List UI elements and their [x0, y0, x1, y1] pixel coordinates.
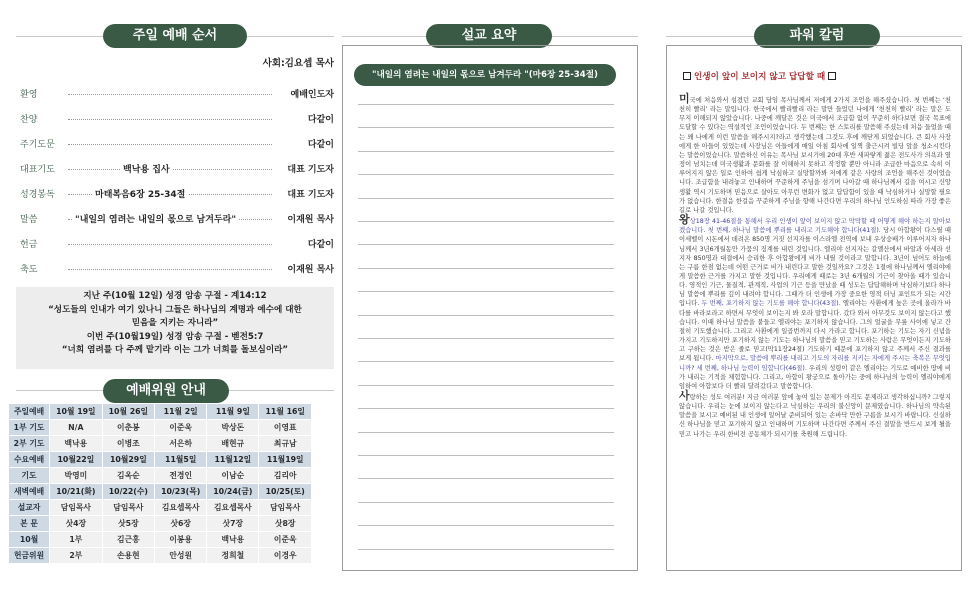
table-cell: 10/23(목)	[155, 484, 206, 499]
column-paragraph: 우리의 성령이 같은 엘리야는 기도로 예비한 땅에 비가 내리는 기적을 체험합니다. 그리고, 아합이 왕궁으로 돌아가는 중에 하나님의 능력이 엘리야에게 임하여 아합보다 더 빨리 달려갔다고 말씀합니다.	[679, 364, 952, 390]
table-cell: 박영미	[50, 468, 102, 483]
leader-dots	[68, 144, 272, 145]
order-leader: 다같이	[307, 140, 334, 150]
table-cell: 이남순	[207, 468, 258, 483]
table-cell: 서은하	[155, 436, 206, 451]
leader-dots	[68, 269, 272, 270]
table-cell: 김요셉목사	[207, 500, 258, 515]
note-line	[358, 244, 614, 245]
date-header: 11월 2일	[155, 404, 206, 419]
table-cell: 10/25(토)	[259, 484, 311, 499]
table-cell: 10/24(금)	[207, 484, 258, 499]
table-cell: 김근홍	[103, 532, 155, 547]
order-leader: 대표 기도자	[287, 190, 334, 200]
row-label: 새벽예배	[9, 484, 49, 499]
note-line	[358, 104, 614, 105]
order-row	[16, 162, 334, 176]
table-cell: 김리아	[259, 468, 311, 483]
note-line	[358, 127, 614, 128]
leader-dots	[68, 94, 272, 95]
power-column-title: 파워 칼럼	[754, 24, 880, 48]
order-row	[16, 112, 334, 126]
table-row	[9, 484, 311, 499]
last-week-verse-text: 믿음을 지키는 자니라”	[131, 318, 219, 329]
order-label: 대표기도	[20, 165, 55, 175]
date-header: 11월 9일	[207, 404, 258, 419]
drop-cap: 사	[679, 389, 690, 402]
order-label: 주기도문	[20, 140, 55, 150]
note-line	[358, 525, 614, 526]
order-leader: 이재원 목사	[287, 265, 334, 275]
table-cell: 11월12일	[207, 452, 258, 467]
column-paragraph: 당시 아합왕이 다스릴 때 이세벨이 시돈에서 데려온 850명 거짓 선지자를 이스라엘 전역에 보내 우상숭배가 이루어지자 하나님께서 3년6개월동안 가뭄의 징계를 내린 것입니다. 엘리야 선지자는 갈멜산에서 바알과 아세라 선지자 850명과 대결에서 승리한 후 아합왕에게 비가 내릴 것이라고 말합니다. 3년이 넘어도 하늘에는 구름 한점 없는데 어떤 근거로 비가 내린다고 말한 것일까요? 그것은 1절에 하나님께서 엘리야에게 말씀한 근거를 가지고 말한 것입니다. 우리에게 때로는 3년 6개월의 기근이 찾아올 때가 있습니다. 영적인 기근, 물질적, 관계적, 사업의 기근 등을 만났을 때 성도는 답답해하며 낙심하기보다 하나님 말씀에 뿌리를 깊이 내려야 합니다. 그때가 더 인생에 가장 중요한 영적 터닝 포인트가 되는 시간입니다.	[679, 227, 951, 308]
order-label: 찬양	[20, 115, 38, 125]
table-cell: 김요셉목사	[155, 500, 206, 515]
row-label: 헌금위원	[9, 548, 49, 563]
leader-dots	[68, 244, 272, 245]
sermon-summary-title: 설교 요약	[426, 24, 552, 48]
table-cell: 이경우	[259, 548, 311, 563]
table-cell: 이춘봉	[103, 420, 155, 435]
table-cell: 삿4장	[50, 516, 102, 531]
note-line	[358, 478, 614, 479]
order-detail: 마태복음6장 25-34절	[92, 187, 188, 200]
table-cell: 백낙용	[50, 436, 102, 451]
drop-cap: 미	[679, 92, 690, 105]
note-line	[358, 549, 614, 550]
table-cell: 삿8장	[259, 516, 311, 531]
order-label: 헌금	[20, 240, 38, 250]
table-cell: 삿7장	[207, 516, 258, 531]
sermon-title-banner: "내일의 염려는 내일의 몫으로 남겨두라 "(마6장 25-34절)	[354, 64, 616, 86]
table-cell: 이영표	[259, 420, 311, 435]
table-cell: 2부	[50, 548, 102, 563]
column-highlight: 두 번째, 포기하지 않는 기도를 해야 합니다(43절).	[701, 300, 841, 308]
note-line	[358, 432, 614, 433]
column-paragraph: 국에 처음와서 섬겼던 교회 담임 목사님께서 저에게 2가지 조언을 해주셨습니다. 첫 번째는 ‘천천히 빨리’ 라는 말입니다. 한국에서 빨리빨리 라는 말만 들었던 나에게 ‘천천히 빨리’ 라는 말은 도무지 이해되지 않았습니다. 나중에 깨달은 것은 미국에서 조급함 없이 꾸준히 하다보면 결국 목표에 도달할 수 있다는 역설적인 조언이었습니다. 두 번째는 한 스토리를 말씀해 주셨는데 처음 들었을 때는 왜 나에게 이런 말씀을 해주시지?라고 생각했는데 그것도 후에 깨닫게 되었습니다. 큰 회사 사장에게 한 아들이 있었는데 사장님은 아들에게 매일 아침 회사에 일찍 출근시켜 빌딩 앞을 청소시킨다는 말씀이었습니다. 말씀하신 이유는 목사님 보시기에 20대 후반 새파랗게 젊은 전도사가 의욕과 열정이 넘치는데 미국생활과 문화를 잘 이해하지 못하고 작정할 뿐만 아니라 조급한 마음으로 속히 이루어지지 않은 일로 인하여 쉽게 낙심하고 실망할까봐 저에게 같은 사랑의 조언을 해주신 것이었습니다. 조급함을 내려놓고 인내하며 꾸준하게 주님을 섬기며 나아갈 때 하나님께서 길을 여시고 신앙생활 역시 기도하며 믿음으로 살아도 아무런 변화가 없고 답답함이 있을 때 낙심하거나 실망할 필요가 없습니다. 한결음 한걸음 꾸준하게 주님을 향해 나간다면 우리의 하나님 인도하심 따라 가장 좋은 길로 나갈 것입니다.	[679, 97, 951, 214]
worship-order-title: 주일 예배 순서	[103, 24, 247, 48]
headline-text: 인생이 앞이 보이지 않고 답답할 때	[694, 72, 826, 82]
table-cell: 이봉용	[155, 532, 206, 547]
date-header: 10월 26일	[103, 404, 155, 419]
presider-label: 사회:김요셉 목사	[262, 58, 334, 69]
table-cell: 삿6장	[155, 516, 206, 531]
note-line	[358, 455, 614, 456]
table-cell: 박상돈	[207, 420, 258, 435]
last-week-verse-label: 지난 주(10월 12일) 성경 암송 구절 - 계14:12	[83, 291, 267, 301]
order-leader: 예배인도자	[290, 90, 334, 100]
column-paragraph: 랑하는 성도 여러분! 지금 여러분 앞에 놓여 있는 문제가 아직도 문제라고 생각하십니까? 그렇지 않습니다. 우리는 눈에 보이지 않는다고 낙심하는 우리의 불신앙이 문제였습니다. 하나님의 약속된 말씀을 보시고 예비된 내 인생에 일어날 준비되어 있는 손바닥 만한 구름을 보시기 바랍니다. 신실하신 하나님을 믿고 포기하지 않고 인내하며 기도하며 나간다면 주께서 주신 결말을 반드시 보게 될을 믿고 나가는 우리 한비전 공동체가 되시기를 축원해 드립니다.	[679, 394, 951, 438]
order-label: 축도	[20, 265, 38, 275]
table-cell: 배현규	[207, 436, 258, 451]
table-row	[9, 404, 311, 419]
row-label: 본 문	[9, 516, 49, 531]
drop-cap: 왕	[679, 213, 690, 227]
order-label: 환영	[20, 90, 38, 100]
note-line	[358, 268, 614, 269]
order-row	[16, 137, 334, 151]
order-leader: 대표 기도자	[287, 165, 334, 175]
table-cell: 11월5일	[155, 452, 206, 467]
table-row	[9, 500, 311, 515]
table-cell: 1부	[50, 532, 102, 547]
row-label: 기도	[9, 468, 49, 483]
table-cell: 이준욱	[155, 420, 206, 435]
note-line	[358, 315, 614, 316]
last-week-verse-text: “성도들의 인내가 여기 있나니 그들은 하나님의 계명과 예수에 대한	[48, 304, 302, 315]
note-line	[358, 151, 614, 152]
roster-table	[8, 403, 312, 564]
table-row	[9, 452, 311, 467]
table-cell: 11월19일	[259, 452, 311, 467]
leader-dots	[68, 119, 272, 120]
table-cell: 백낙용	[207, 532, 258, 547]
table-row	[9, 468, 311, 483]
table-cell: 담임목사	[259, 500, 311, 515]
order-detail: "내일의 염려는 내일의 몫으로 남겨두라"	[72, 212, 239, 225]
table-cell: 안성원	[155, 548, 206, 563]
table-cell: 전경인	[155, 468, 206, 483]
table-cell: 10월22일	[50, 452, 102, 467]
row-label: 1부 기도	[9, 420, 49, 435]
order-label: 성경봉독	[20, 190, 55, 200]
table-corner: 주일예배	[9, 404, 49, 419]
table-row	[9, 420, 311, 435]
order-leader: 다같이	[307, 240, 334, 250]
date-header: 10월 19일	[50, 404, 102, 419]
order-label: 말씀	[20, 215, 38, 225]
row-label: 설교자	[9, 500, 49, 515]
order-leader: 다같이	[307, 115, 334, 125]
note-line	[358, 198, 614, 199]
order-row	[16, 237, 334, 251]
row-label: 수요예배	[9, 452, 49, 467]
table-cell: 10월29일	[103, 452, 155, 467]
note-line	[358, 385, 614, 386]
note-line	[358, 408, 614, 409]
row-label: 2부 기도	[9, 436, 49, 451]
table-cell: 담임목사	[50, 500, 102, 515]
table-cell: 정희철	[207, 548, 258, 563]
column-paragraph: 엘리야는 사환에게 높은 곳에 올라가 바다를 바라보라고 하면서 무엇이 보이는지 봐 오라 말합니다. 갔다 와서 아무것도 보이지 않는다고 했습니다. 이때 하나님 말씀을 붙들고 엘리야는 포기하지 않습니다. 그의 얼굴을 무릎 사이에 넣고 간절히 기도했습니다. 그리고 사환에게 일곱번까지 다시 가라고 합니다. 포기하는 기도는 자기 신념을 가지고 기도하지만 포기하지 않는 기도는 하나님의 말씀을 믿고 기도하는 사람은 무엇이든지 기도하고 구하는 것은 받은 줄로 믿고(막11장24절) 기도하기 때문에 포기하지 않고 주께서 주신 결과를 보게 됩니다.	[679, 300, 951, 363]
note-line	[358, 338, 614, 339]
column-highlight: 상18장 41-46절을 통해서 우리 인생이 앞이 보이지 않고 막막할 때 어떻게 해야 하는지 알아보겠습니다. 첫 번째, 하나님 말씀에 뿌리를 내리고 기도해야 합니다(41절).	[679, 218, 951, 235]
table-cell: 10/21(화)	[50, 484, 102, 499]
table-row	[9, 548, 311, 563]
table-cell: 담임목사	[103, 500, 155, 515]
order-row	[16, 87, 334, 101]
sermon-notes-frame	[342, 45, 638, 571]
order-row	[16, 212, 334, 226]
note-line	[358, 361, 614, 362]
order-row	[16, 262, 334, 276]
table-row	[9, 516, 311, 531]
column-headline	[680, 70, 839, 82]
square-bullet-icon	[828, 72, 836, 80]
order-detail: 백낙용 집사	[120, 162, 173, 175]
table-row	[9, 532, 311, 547]
table-cell: 이병조	[103, 436, 155, 451]
table-cell: 10/22(수)	[103, 484, 155, 499]
table-cell: N/A	[50, 420, 102, 435]
note-line	[358, 502, 614, 503]
note-line	[358, 291, 614, 292]
note-line	[358, 174, 614, 175]
order-leader: 이재원 목사	[287, 215, 334, 225]
square-bullet-icon	[683, 72, 691, 80]
memory-verse-box	[16, 287, 334, 369]
column-highlight: 마지막으로, 말씀에 뿌리를 내리고 기도의 자리를 지키는 자에게 주시는 축복은 무엇입니까? 세 번째, 하나님 능력이 임합니다(46절).	[679, 355, 951, 372]
note-line	[358, 221, 614, 222]
date-header: 11월 16일	[259, 404, 311, 419]
row-label: 10월	[9, 532, 49, 547]
column-body	[679, 94, 951, 439]
this-week-verse-label: 이번 주(10월19일) 성경 암송 구절 - 벧전5:7	[86, 331, 264, 342]
table-cell: 이준욱	[259, 532, 311, 547]
table-cell: 김옥순	[103, 468, 155, 483]
table-row	[9, 436, 311, 451]
order-row	[16, 187, 334, 201]
table-cell: 손용현	[103, 548, 155, 563]
roster-title: 예배위원 안내	[103, 379, 229, 403]
table-cell: 삿5장	[103, 516, 155, 531]
this-week-verse-text: “너희 염려를 다 주께 맡기라 이는 그가 너희를 돌보심이라”	[61, 345, 289, 356]
table-cell: 최규남	[259, 436, 311, 451]
